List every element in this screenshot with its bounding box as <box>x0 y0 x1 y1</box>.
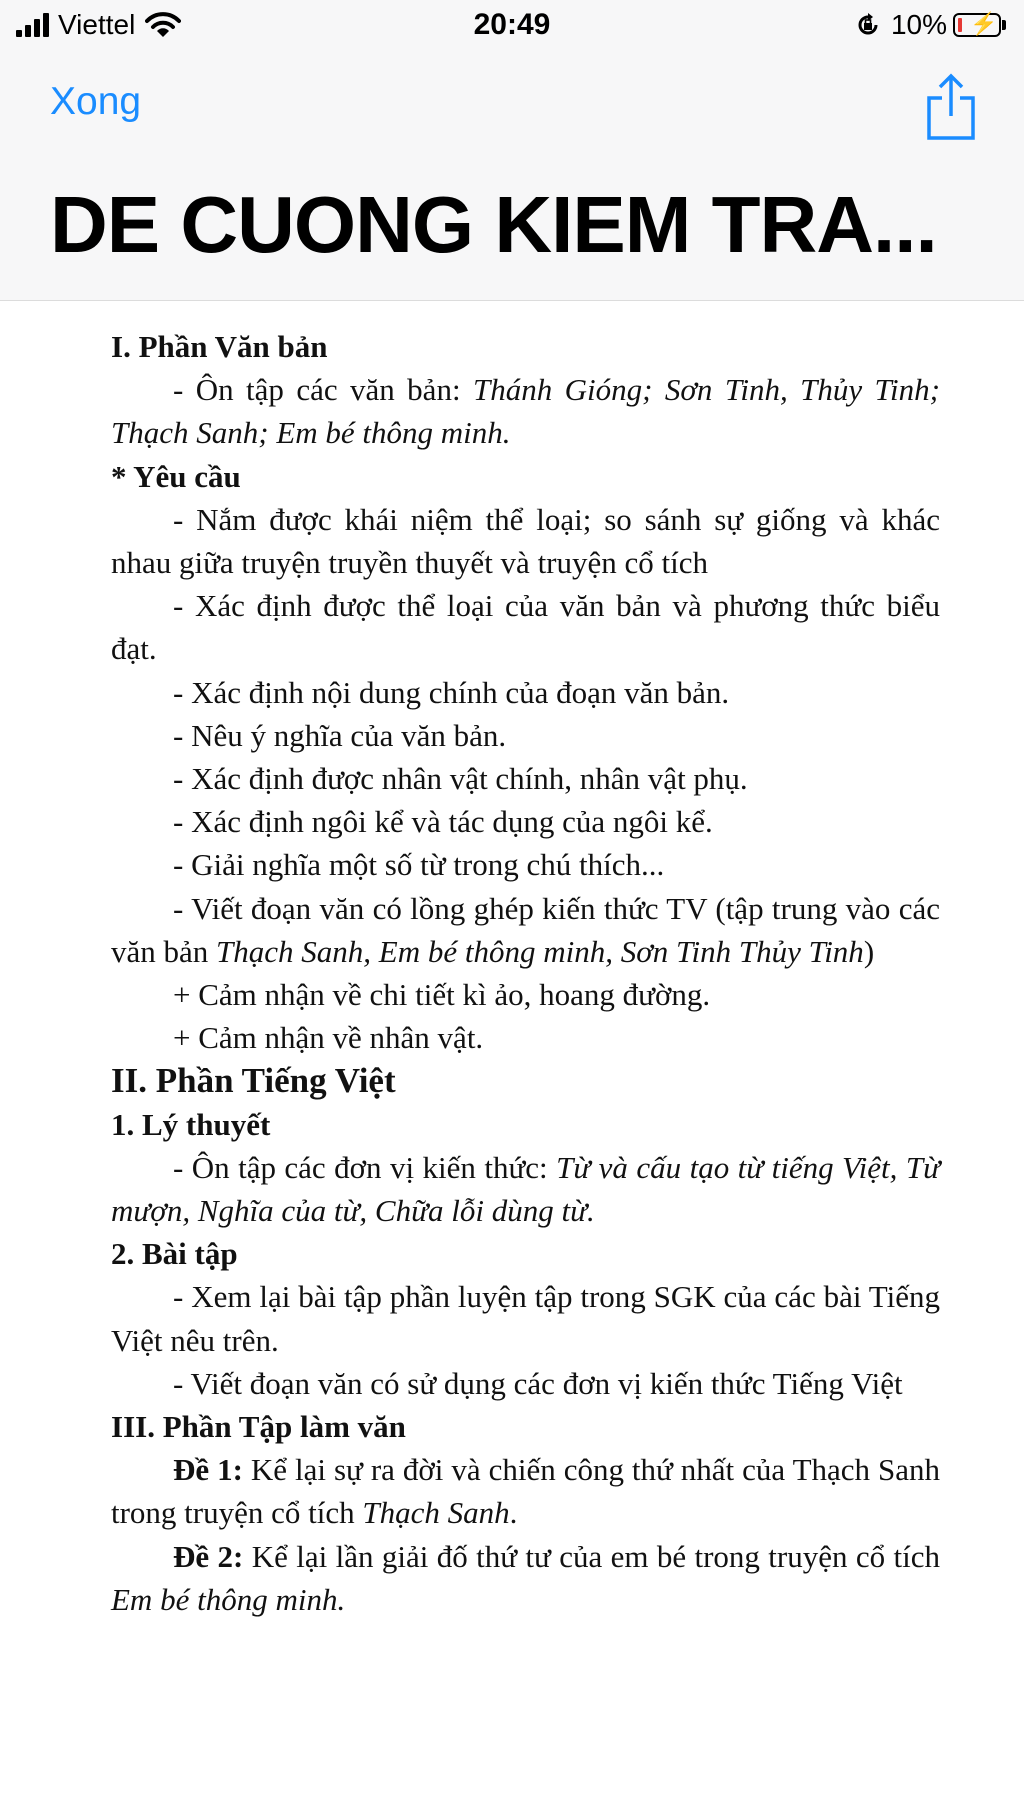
document-body <box>111 325 940 1621</box>
section-3-heading: III. Phần Tập làm văn <box>111 1409 406 1445</box>
requirement-item: - Xác định ngôi kể và tác dụng của ngôi kể. <box>173 804 713 840</box>
theory-units: Từ và cấu tạo từ tiếng Việt, Từ mượn, Nghĩa của từ, Chữa lỗi dùng từ. <box>111 1149 940 1229</box>
requirement-item: - Nắm được khái niệm thể loại; so sánh sự giống và khác nhau giữa truyện truyền thuyết và truyện cổ tích <box>111 501 940 581</box>
requirement-item: - Giải nghĩa một số từ trong chú thích... <box>173 847 665 883</box>
writing-point: + Cảm nhận về chi tiết kì ảo, hoang đường. <box>173 977 711 1013</box>
section-2-heading: II. Phần Tiếng Việt <box>111 1061 396 1101</box>
topic-1-text: Kể lại sự ra đời và chiến công thứ nhất của Thạch Sanh trong truyện cổ tích <box>111 1452 940 1531</box>
topic-2 <box>111 1535 940 1621</box>
writing-suffix: ) <box>863 933 875 969</box>
requirement-item: - Nêu ý nghĩa của văn bản. <box>173 717 507 753</box>
status-bar <box>0 0 1024 50</box>
writing-prefix: - Viết đoạn văn có lồng ghép kiến thức TV (tập trung vào các văn bản <box>111 890 940 969</box>
done-button[interactable]: Xong <box>50 80 142 123</box>
battery-cap <box>1002 20 1006 30</box>
top-panel <box>0 0 1024 301</box>
theory-paragraph <box>111 1146 940 1232</box>
writing-titles: Thạch Sanh, Em bé thông minh, Sơn Tinh Thủy Tinh <box>216 933 864 969</box>
review-titles: Thánh Gióng; Sơn Tinh, Thủy Tinh; Thạch Sanh; Em bé thông minh. <box>111 372 940 451</box>
topic-1-label: Đề 1: <box>173 1452 243 1488</box>
topic-1 <box>111 1448 940 1534</box>
topic-1-title: Thạch Sanh <box>362 1495 510 1531</box>
topic-2-title: Em bé thông minh. <box>111 1581 346 1617</box>
theory-prefix: - Ôn tập các đơn vị kiến thức: <box>173 1149 557 1185</box>
exercise-item: - Xem lại bài tập phần luyện tập trong SGK của các bài Tiếng Việt nêu trên. <box>111 1279 940 1358</box>
review-prefix: - Ôn tập các văn bản: <box>173 372 473 408</box>
topic-2-text: Kể lại lần giải đố thứ tư của em bé trong truyện cổ tích <box>243 1538 940 1574</box>
requirement-item: - Xác định được nhân vật chính, nhân vật phụ. <box>173 761 748 797</box>
requirements-heading: * Yêu cầu <box>111 458 241 494</box>
section-1-heading: I. Phần Văn bản <box>111 329 328 364</box>
writing-task <box>111 887 940 973</box>
page-title: DE CUONG KIEM TRA... <box>50 180 937 269</box>
exercise-heading: 2. Bài tập <box>111 1236 238 1272</box>
theory-heading: 1. Lý thuyết <box>111 1106 271 1142</box>
requirement-item: - Xác định nội dung chính của đoạn văn bản. <box>173 674 730 710</box>
battery-percent: 10% <box>890 9 947 40</box>
topic-1-end: . <box>509 1495 518 1531</box>
orientation-lock-icon <box>855 12 881 38</box>
share-icon[interactable] <box>925 72 977 140</box>
status-right <box>855 10 1006 40</box>
battery-icon: ⚡ <box>953 13 1001 37</box>
requirement-item: - Xác định được thể loại của văn bản và phương thức biểu đạt. <box>111 588 940 667</box>
exercise-item: - Viết đoạn văn có sử dụng các đơn vị kiến thức Tiếng Việt <box>173 1365 903 1401</box>
writing-point: + Cảm nhận về nhân vật. <box>173 1020 484 1056</box>
review-paragraph <box>111 368 940 454</box>
status-time: 20:49 <box>473 8 551 41</box>
topic-2-label: Đề 2: <box>173 1538 244 1574</box>
carrier-name: Viettel <box>58 9 136 40</box>
